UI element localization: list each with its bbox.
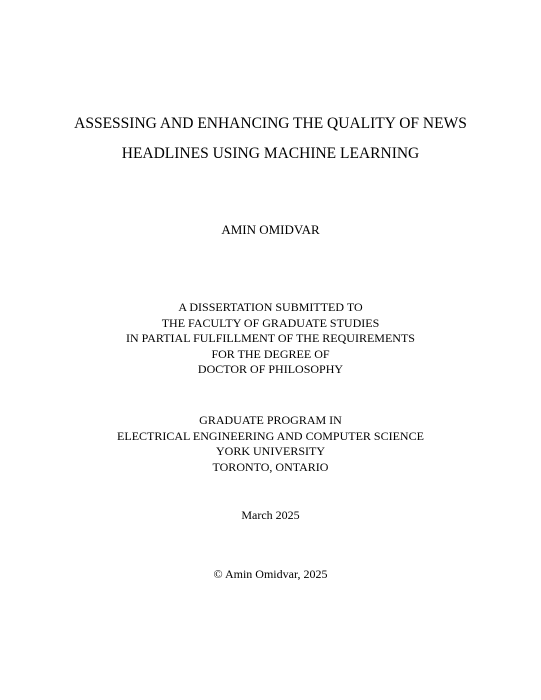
copyright-notice <box>0 566 541 582</box>
submission-line-5: DOCTOR OF PHILOSOPHY <box>197 362 344 376</box>
program-line-2: ELECTRICAL ENGINEERING AND COMPUTER SCIENCE <box>117 428 424 443</box>
program-line-4: TORONTO, ONTARIO <box>212 459 329 474</box>
program-line-3: YORK UNIVERSITY <box>216 444 325 458</box>
title-line-2: HEADLINES USING MACHINE LEARNING <box>121 145 420 162</box>
submission-line-2: THE FACULTY OF GRADUATE STUDIES <box>161 315 380 330</box>
author-line: AMIN OMIDVAR <box>221 222 320 237</box>
submission-line-4: FOR THE DEGREE OF <box>211 346 330 361</box>
submission-date <box>0 507 541 523</box>
copyright-line: © Amin Omidvar, 2025 <box>213 567 328 581</box>
graduate-program <box>0 413 541 475</box>
submission-line-1: A DISSERTATION SUBMITTED TO <box>178 300 363 314</box>
date-line: March 2025 <box>241 508 300 522</box>
author-name <box>0 221 541 239</box>
title-line-1: ASSESSING AND ENHANCING THE QUALITY OF NEWS <box>74 115 467 132</box>
submission-line-3: IN PARTIAL FULFILLMENT OF THE REQUIREMENTS <box>126 331 415 345</box>
program-line-1: GRADUATE PROGRAM IN <box>199 413 342 427</box>
dissertation-title <box>0 109 541 169</box>
submission-statement <box>0 300 541 378</box>
